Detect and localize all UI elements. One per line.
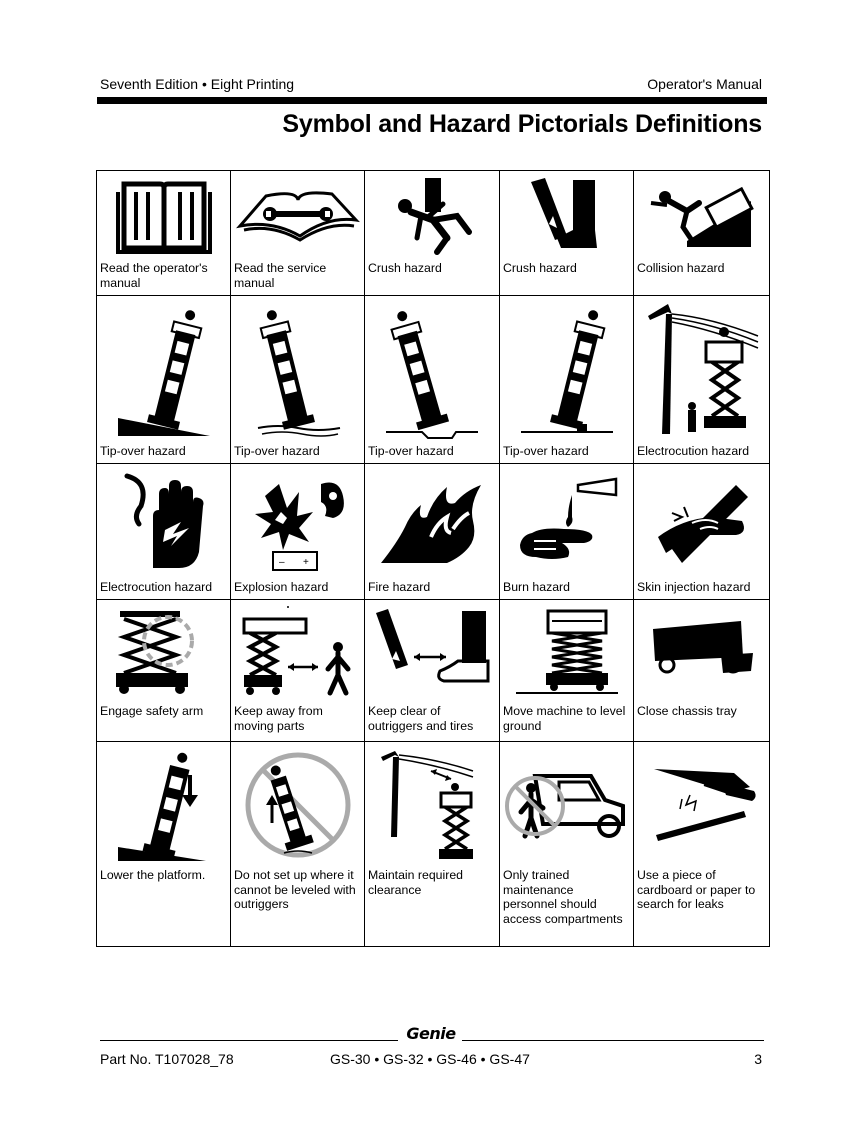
pictorial-cell [500,296,634,464]
pictorial-cell [97,464,231,600]
pictorial-caption: Lower the platform. [100,868,206,882]
pictorial-caption: Collision hazard [637,261,725,275]
crush-foot-icon [527,176,607,256]
table-row [97,464,770,600]
fire-icon [377,477,487,567]
table-row [97,171,770,296]
pictorial-cell [231,600,365,742]
pictorial-cell [231,464,365,600]
pictorial-cell [500,600,634,742]
genie-logo [404,1024,458,1044]
chassis-tray-icon [647,617,757,687]
pictorial-caption: Skin injection hazard [637,580,751,594]
pictorial-caption: Move machine to level ground [503,704,626,733]
pictorial-cell [365,464,500,600]
model-list: GS-30 • GS-32 • GS-46 • GS-47 [330,1051,530,1067]
pictorial-caption: Tip-over hazard [503,444,589,458]
pictorial-caption: Close chassis tray [637,704,737,718]
pictorial-cell [500,464,634,600]
footer-rule-left [100,1040,398,1041]
footer-rule-right [462,1040,764,1041]
pictorial-cell [97,742,231,947]
pictorial-caption: Burn hazard [503,580,570,594]
lower-platform-icon [114,747,214,863]
pictorial-caption: Explosion hazard [234,580,329,594]
pictorial-caption: Do not set up where it cannot be leveled with outriggers [234,868,356,912]
part-number: Part No. T107028_78 [100,1051,234,1067]
pictorial-cell [365,171,500,296]
svg-text:–: – [278,557,285,568]
electrocution-hand-icon [119,472,209,572]
pictorial-cell [97,600,231,742]
pictorial-caption: Crush hazard [368,261,442,275]
pictorial-caption: Tip-over hazard [100,444,186,458]
pictorial-cell [365,296,500,464]
pictorial-cell [500,171,634,296]
pictorial-caption: Maintain required clearance [368,868,464,897]
header-rule [97,97,767,104]
skin-injection-icon [652,477,752,567]
page-title: Symbol and Hazard Pictorials Definitions [282,110,762,138]
manual-label: Operator's Manual [647,76,762,92]
no-setup-icon [242,749,354,861]
pictorial-cell [500,742,634,947]
tipover-hole-icon [382,300,482,440]
pictorial-caption: Only trained maintenance personnel should access compartments [503,868,623,926]
leak-search-icon [644,765,760,845]
pictorial-caption: Read the operator's manual [100,261,208,290]
pictorial-cell [634,742,770,947]
tipover-obstacle-icon [517,300,617,440]
tipover-slope-icon [114,300,214,440]
pictorial-caption: Use a piece of cardboard or paper to search for leaks [637,868,756,912]
pictorial-caption: Electrocution hazard [637,444,750,458]
pictorial-cell [231,742,365,947]
outrigger-foot-icon [370,607,494,697]
pictorial-cell [634,464,770,600]
collision-icon [647,181,757,251]
burn-hand-icon [512,477,622,567]
pictorial-cell [365,742,500,947]
pictorial-caption: Crush hazard [503,261,577,275]
pictorial-cell [634,171,770,296]
pictorial-caption: Read the service manual [234,261,327,290]
pictorial-cell [97,171,231,296]
book-icon [114,176,214,256]
pictorial-caption: Fire hazard [368,580,431,594]
pictorials-table [96,170,770,947]
moving-parts-icon [238,605,358,699]
svg-text:+: + [302,557,309,568]
page-number: 3 [754,1051,762,1067]
table-row [97,600,770,742]
table-row [97,742,770,947]
logo-wordmark: Genie [406,1024,456,1043]
pictorial-cell [634,296,770,464]
pictorial-caption: Electrocution hazard [100,580,213,594]
pictorial-caption: Tip-over hazard [234,444,320,458]
tipover-soft-ground-icon [248,300,348,440]
pictorial-cell [231,296,365,464]
trained-personnel-icon [505,760,629,850]
pictorial-caption: Tip-over hazard [368,444,454,458]
pictorial-caption: Engage safety arm [100,704,204,718]
service-manual-icon [236,186,360,246]
explosion-battery-icon [243,472,353,572]
pictorial-caption: Keep clear of outriggers and tires [368,704,474,733]
crush-person-icon [387,176,477,256]
edition-label: Seventh Edition • Eight Printing [100,76,295,92]
clearance-icon [377,747,487,863]
level-ground-icon [512,607,622,697]
safety-arm-icon [114,607,214,697]
pictorial-cell [231,171,365,296]
powerline-lift-icon [642,300,762,440]
pictorial-cell [97,296,231,464]
pictorial-cell [365,600,500,742]
pictorial-cell [634,600,770,742]
table-row [97,296,770,464]
pictorial-caption: Keep away from moving parts [234,704,323,733]
